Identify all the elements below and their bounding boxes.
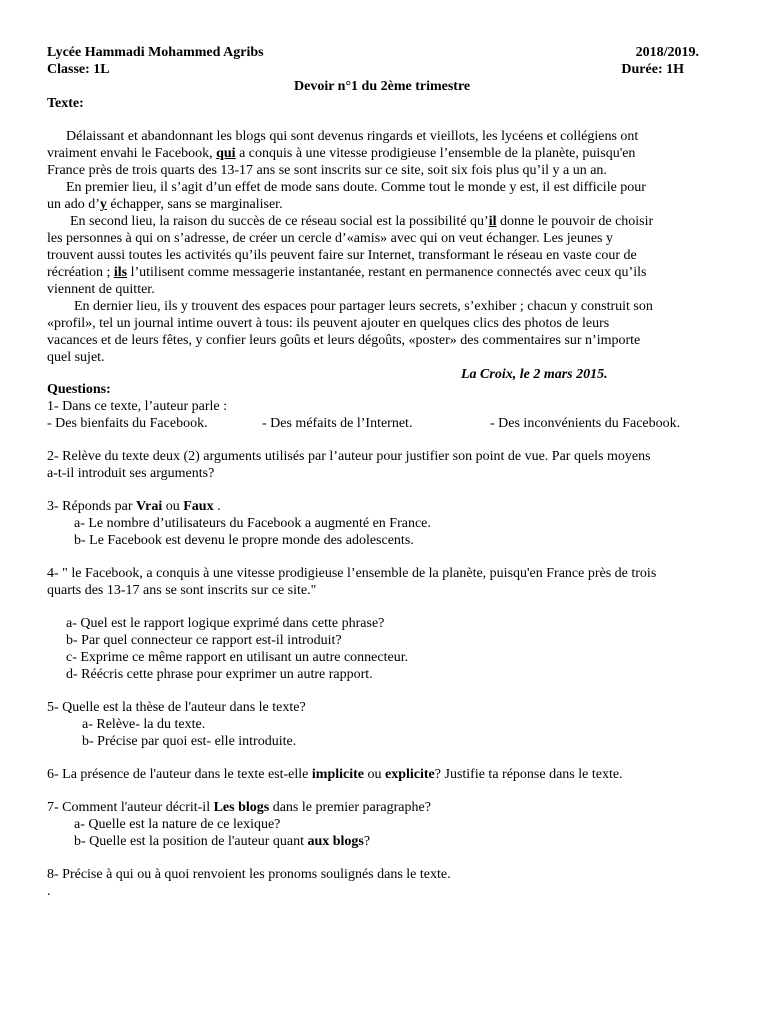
question-4a: a- Quel est le rapport logique exprimé dans cette phrase? <box>66 616 385 631</box>
question-1-option: - Des bienfaits du Facebook. <box>47 416 208 431</box>
text-line: vacances et de leurs fêtes, y confier leurs goûts et leurs dégoûts, «poster» des commentaires sur n’importe <box>47 333 641 348</box>
text-line: récréation ; ils l’utilisent comme messagerie instantanée, restant en permanence connectés avec ceux qu’ils <box>47 265 647 280</box>
source-citation: La Croix, le 2 mars 2015. <box>461 367 608 382</box>
underlined-pronoun: y <box>99 197 107 212</box>
question-7b: b- Quelle est la position de l'auteur quant aux blogs? <box>74 834 371 849</box>
question-7: 7- Comment l'auteur décrit-il Les blogs dans le premier paragraphe? <box>47 800 431 815</box>
question-5b: b- Précise par quoi est- elle introduite. <box>82 734 297 749</box>
school-name: Lycée Hammadi Mohammed Agribs <box>47 45 264 60</box>
text-line: les personnes à qui on s’adresse, de créer un cercle d’«amis» avec qui on veut échanger. Les jeunes y <box>47 231 614 246</box>
question-8: 8- Précise à qui ou à quoi renvoient les pronoms soulignés dans le texte. <box>47 867 451 882</box>
final-dot: . <box>47 884 51 899</box>
text-line: quel sujet. <box>47 350 105 365</box>
question-1-option: - Des inconvénients du Facebook. <box>490 416 681 431</box>
question-6: 6- La présence de l'auteur dans le texte est-elle implicite ou explicite? Justifie ta réponse dans le texte. <box>47 767 623 782</box>
question-4b: b- Par quel connecteur ce rapport est-il introduit? <box>66 633 342 648</box>
question-4c: c- Exprime ce même rapport en utilisant un autre connecteur. <box>66 650 409 665</box>
questions-label: Questions: <box>47 382 111 397</box>
question-1-option: - Des méfaits de l’Internet. <box>262 416 413 431</box>
text-line: viennent de quitter. <box>47 282 155 297</box>
text-line: Délaissant et abandonnant les blogs qui sont devenus ringards et vieillots, les lycéens et collégiens ont <box>66 129 639 144</box>
page-title: Devoir n°1 du 2ème trimestre <box>294 79 471 94</box>
duration-label: Durée: 1H <box>621 62 684 77</box>
class-label: Classe: 1L <box>47 62 110 77</box>
question-3b: b- Le Facebook est devenu le propre monde des adolescents. <box>74 533 414 548</box>
underlined-pronoun: ils <box>113 265 128 280</box>
texte-label: Texte: <box>47 96 84 111</box>
text-line: «profil», tel un journal intime ouvert à tous: ils peuvent ajouter en quelques clics des photos de leurs <box>47 316 610 331</box>
text-line: trouvent aussi toutes les activités qu’ils peuvent faire sur Internet, transformant le réseau en vaste cour de <box>47 248 637 263</box>
question-1: 1- Dans ce texte, l’auteur parle : <box>47 399 227 414</box>
underlined-pronoun: il <box>488 214 497 229</box>
question-4d: d- Réécris cette phrase pour exprimer un autre rapport. <box>66 667 373 682</box>
question-2: 2- Relève du texte deux (2) arguments utilisés par l’auteur pour justifier son point de vue. Par quels moyens <box>47 449 651 464</box>
text-line: En premier lieu, il s’agit d’un effet de mode sans doute. Comme tout le monde y est, il est difficile pour <box>66 180 646 195</box>
school-year: 2018/2019. <box>635 45 699 60</box>
text-line: vraiment envahi le Facebook, qui a conquis à une vitesse prodigieuse l’ensemble de la planète, puisqu'en <box>47 146 636 161</box>
question-3a: a- Le nombre d’utilisateurs du Facebook a augmenté en France. <box>74 516 431 531</box>
question-4: quarts des 13-17 ans se sont inscrits sur ce site." <box>47 583 317 598</box>
question-5a: a- Relève- la du texte. <box>82 717 206 732</box>
underlined-pronoun: qui <box>216 146 236 161</box>
question-7a: a- Quelle est la nature de ce lexique? <box>74 817 281 832</box>
text-line: France près de trois quarts des 13-17 ans se sont inscrits sur ce site, soit six fois plus qu’il y a un an. <box>47 163 607 178</box>
question-4: 4- " le Facebook, a conquis à une vitesse prodigieuse l’ensemble de la planète, puisqu'en France près de trois <box>47 566 657 581</box>
text-line: un ado d’y échapper, sans se marginaliser. <box>47 197 283 212</box>
question-3: 3- Réponds par Vrai ou Faux . <box>47 499 221 514</box>
question-5: 5- Quelle est la thèse de l'auteur dans le texte? <box>47 700 306 715</box>
question-2: a-t-il introduit ses arguments? <box>47 466 215 481</box>
text-line: En dernier lieu, ils y trouvent des espaces pour partager leurs secrets, s’exhiber ; chacun y construit son <box>74 299 653 314</box>
text-line: En second lieu, la raison du succès de ce réseau social est la possibilité qu’il donne le pouvoir de choisir <box>70 214 654 229</box>
